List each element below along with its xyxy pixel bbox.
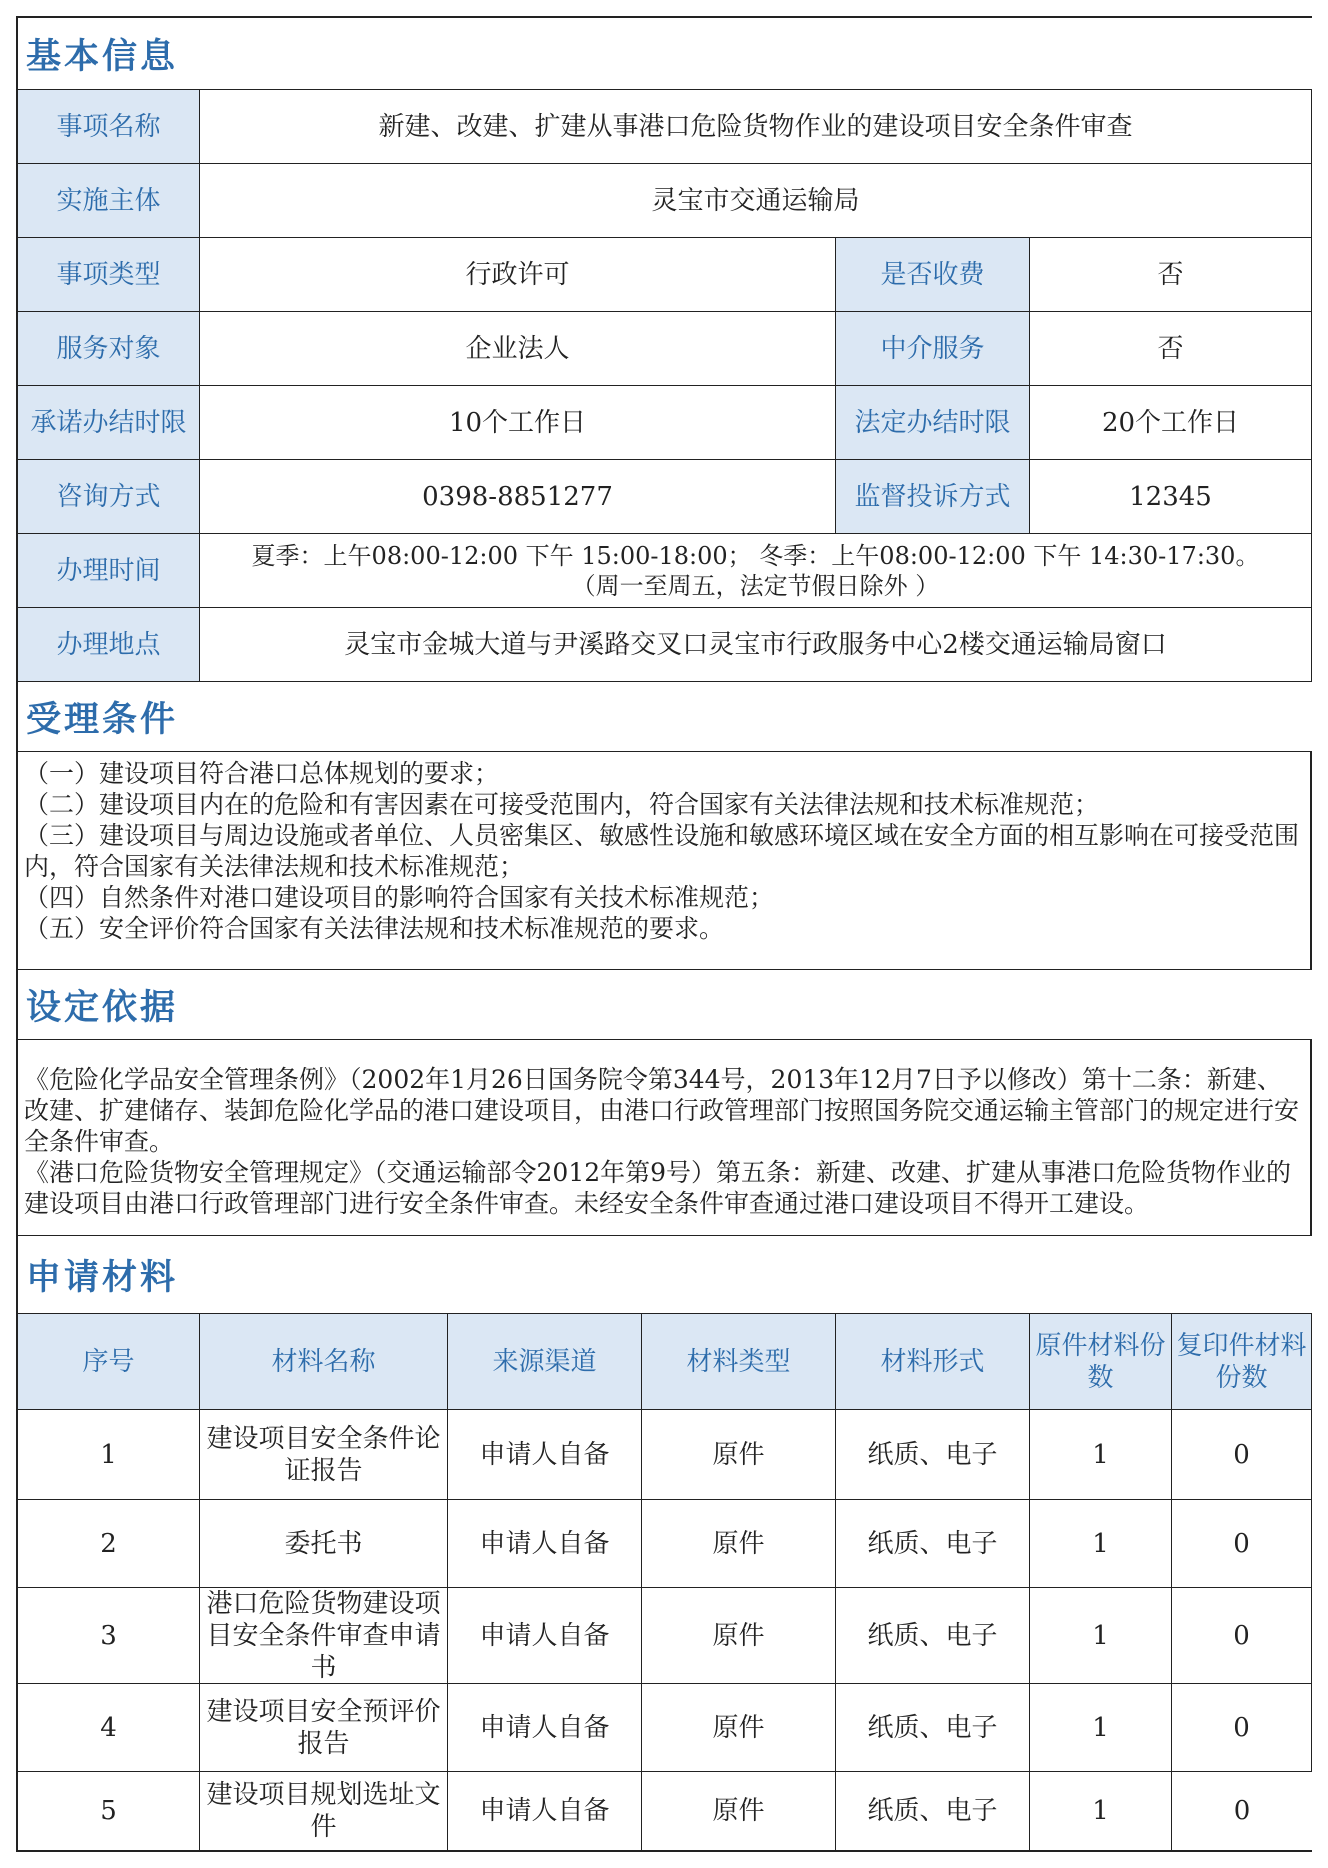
table-cell-copy-count: 0	[1172, 1684, 1312, 1772]
table-cell-form: 纸质、电子	[836, 1410, 1030, 1500]
table-cell-type: 原件	[642, 1410, 836, 1500]
target-value: 企业法人	[200, 312, 836, 386]
table-cell-name: 建设项目安全条件论证报告	[200, 1410, 448, 1500]
materials-header-type: 材料类型	[642, 1314, 836, 1410]
basis-text	[18, 1040, 1312, 1236]
condition-item: （三）建设项目与周边设施或者单位、人员密集区、敏感性设施和敏感环境区域在安全方面的相互影响在可接受范围内，符合国家有关法律法规和技术标准规范；	[24, 821, 1300, 881]
location-label: 办理地点	[18, 608, 200, 682]
table-cell-type: 原件	[642, 1500, 836, 1588]
consult-value: 0398-8851277	[200, 460, 836, 534]
table-cell-copy-count: 0	[1172, 1500, 1312, 1588]
complaint-label: 监督投诉方式	[836, 460, 1030, 534]
item-name-label: 事项名称	[18, 90, 200, 164]
table-cell-source: 申请人自备	[448, 1500, 642, 1588]
table-cell-name: 建设项目安全预评价报告	[200, 1684, 448, 1772]
materials-header-source: 来源渠道	[448, 1314, 642, 1410]
complaint-value: 12345	[1030, 460, 1312, 534]
table-cell-form: 纸质、电子	[836, 1588, 1030, 1684]
hours-value	[200, 534, 1312, 608]
item-name-value: 新建、改建、扩建从事港口危险货物作业的建设项目安全条件审查	[200, 90, 1312, 164]
type-label: 事项类型	[18, 238, 200, 312]
fee-label: 是否收费	[836, 238, 1030, 312]
table-cell-original-count: 1	[1030, 1410, 1172, 1500]
hours-label: 办理时间	[18, 534, 200, 608]
type-value: 行政许可	[200, 238, 836, 312]
table-cell-copy-count: 0	[1172, 1772, 1312, 1850]
section-title-conditions: 受理条件	[18, 682, 1312, 752]
subject-value: 灵宝市交通运输局	[200, 164, 1312, 238]
section-title-materials: 申请材料	[18, 1236, 1312, 1314]
promise-time-label: 承诺办结时限	[18, 386, 200, 460]
basis-item: 《港口危险货物安全管理规定》（交通运输部令2012年第9号）第五条：新建、改建、扩建从事港口危险货物作业的建设项目由港口行政管理部门进行安全条件审查。未经安全条件审查通过港口建设项目不得开工建设。	[24, 1158, 1292, 1218]
table-cell-name: 委托书	[200, 1500, 448, 1588]
materials-header-copy-count: 复印件材料份数	[1172, 1314, 1312, 1410]
section-title-basic: 基本信息	[18, 18, 1312, 90]
basis-item: 《危险化学品安全管理条例》（2002年1月26日国务院令第344号，2013年12月7日予以修改）第十二条：新建、改建、扩建储存、装卸危险化学品的港口建设项目，由港口行政管理部门按照国务院交通运输主管部门的规定进行安全条件审查。	[24, 1065, 1300, 1156]
agency-label: 中介服务	[836, 312, 1030, 386]
table-cell-type: 原件	[642, 1684, 836, 1772]
table-cell-type: 原件	[642, 1588, 836, 1684]
agency-value: 否	[1030, 312, 1312, 386]
table-cell-form: 纸质、电子	[836, 1684, 1030, 1772]
table-cell-index: 4	[18, 1684, 200, 1772]
condition-item: （四）自然条件对港口建设项目的影响符合国家有关技术标准规范；	[24, 883, 775, 912]
hours-line-2: （周一至周五，法定节假日除外 ）	[571, 571, 940, 600]
legal-time-value: 20个工作日	[1030, 386, 1312, 460]
table-cell-form: 纸质、电子	[836, 1500, 1030, 1588]
hours-line-1: 夏季：上午08:00-12:00 下午 15:00-18:00； 冬季：上午08:00-12:00 下午 14:30-17:30。	[251, 541, 1260, 570]
table-cell-source: 申请人自备	[448, 1588, 642, 1684]
table-cell-original-count: 1	[1030, 1684, 1172, 1772]
promise-time-value: 10个工作日	[200, 386, 836, 460]
materials-header-original-count: 原件材料份数	[1030, 1314, 1172, 1410]
table-cell-name: 建设项目规划选址文件	[200, 1772, 448, 1850]
table-cell-index: 1	[18, 1410, 200, 1500]
table-cell-original-count: 1	[1030, 1500, 1172, 1588]
table-cell-type: 原件	[642, 1772, 836, 1850]
table-cell-original-count: 1	[1030, 1772, 1172, 1850]
table-cell-index: 3	[18, 1588, 200, 1684]
legal-time-label: 法定办结时限	[836, 386, 1030, 460]
table-cell-original-count: 1	[1030, 1588, 1172, 1684]
conditions-text	[18, 752, 1312, 970]
table-cell-source: 申请人自备	[448, 1772, 642, 1850]
table-cell-index: 5	[18, 1772, 200, 1850]
table-cell-index: 2	[18, 1500, 200, 1588]
condition-item: （五）安全评价符合国家有关法律法规和技术标准规范的要求。	[24, 914, 725, 943]
materials-header-index: 序号	[18, 1314, 200, 1410]
subject-label: 实施主体	[18, 164, 200, 238]
table-cell-form: 纸质、电子	[836, 1772, 1030, 1850]
section-title-basis: 设定依据	[18, 970, 1312, 1040]
consult-label: 咨询方式	[18, 460, 200, 534]
table-cell-name: 港口危险货物建设项目安全条件审查申请书	[200, 1588, 448, 1684]
materials-header-form: 材料形式	[836, 1314, 1030, 1410]
materials-header-name: 材料名称	[200, 1314, 448, 1410]
condition-item: （一）建设项目符合港口总体规划的要求；	[24, 759, 500, 788]
table-cell-copy-count: 0	[1172, 1410, 1312, 1500]
table-cell-source: 申请人自备	[448, 1684, 642, 1772]
target-label: 服务对象	[18, 312, 200, 386]
condition-item: （二）建设项目内在的危险和有害因素在可接受范围内，符合国家有关法律法规和技术标准规范；	[24, 790, 1100, 819]
fee-value: 否	[1030, 238, 1312, 312]
table-cell-copy-count: 0	[1172, 1588, 1312, 1684]
location-value: 灵宝市金城大道与尹溪路交叉口灵宝市行政服务中心2楼交通运输局窗口	[200, 608, 1312, 682]
service-guide-sheet	[16, 16, 1312, 1852]
table-cell-source: 申请人自备	[448, 1410, 642, 1500]
